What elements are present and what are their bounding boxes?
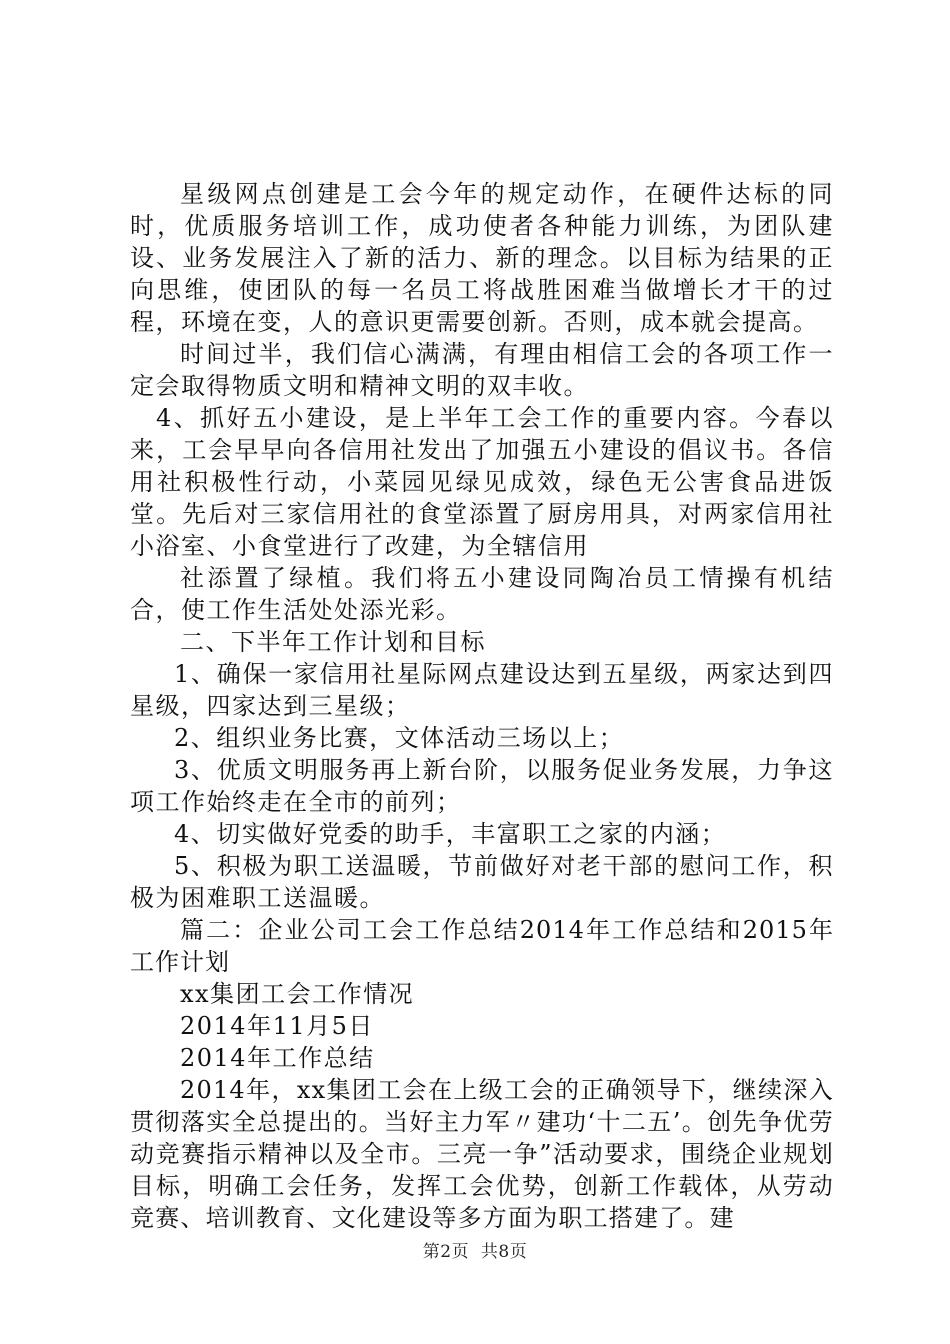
paragraph: 4、抓好五小建设，是上半年工会工作的重要内容。今春以来，工会早早向各信用社发出了加强五小建设的倡议书。各信用社积极性行动，小菜园见绿见成效，绿色无公害食品进饭堂。先后对三家信用社的食堂添置了厨房用具，对两家信用社小浴室、小食堂进行了改建，为全辖信用 [130, 404, 834, 560]
page-footer [0, 1241, 950, 1263]
document-body [130, 178, 834, 1234]
paragraph: 社添置了绿植。我们将五小建设同陶冶员工情操有机结合，使工作生活处处添光彩。 [130, 564, 834, 624]
list-item: 2、组织业务比赛，文体活动三场以上； [174, 724, 625, 752]
paragraph: 星级网点创建是工会今年的规定动作，在硬件达标的同时，优质服务培训工作，成功使者各种能力训练，为团队建设、业务发展注入了新的活力、新的理念。以目标为结果的正向思维，使团队的每一名员工将战胜困难当做增长才干的过程，环境在变，人的意识更需要创新。否则，成本就会提高。 [130, 180, 834, 336]
section-heading: 2014年工作总结 [180, 1044, 375, 1072]
list-item: 1、确保一家信用社星际网点建设达到五星级，两家达到四星级，四家达到三星级； [130, 660, 834, 720]
paragraph: 时间过半，我们信心满满，有理由相信工会的各项工作一定会取得物质文明和精神文明的双丰收。 [130, 340, 834, 400]
list-item: 5、积极为职工送温暖，节前做好对老干部的慰问工作，积极为困难职工送温暖。 [130, 852, 834, 912]
list-item: 3、优质文明服务再上新台阶，以服务促业务发展，力争这项工作始终走在全市的前列； [130, 756, 834, 816]
report-heading: xx集团工会工作情况 [180, 980, 415, 1008]
section-heading: 二、下半年工作计划和目标 [180, 628, 486, 656]
page-number: 第2页 共8页 [422, 1242, 528, 1262]
article-title: 篇二：企业公司工会工作总结2014年工作总结和2015年工作计划 [130, 916, 834, 976]
report-date: 2014年11月5日 [180, 1012, 374, 1040]
list-item: 4、切实做好党委的助手，丰富职工之家的内涵； [174, 820, 727, 848]
paragraph: 2014年，xx集团工会在上级工会的正确领导下，继续深入贯彻落实全总提出的。当好主力军〃建功‘十二五’。创先争优劳动竞赛指示精神以及全市。三亮一争”活动要求，围绕企业规划目标，明确工会任务，发挥工会优势，创新工作载体，从劳动竞赛、培训教育、文化建设等多方面为职工搭建了。建 [130, 1076, 834, 1232]
